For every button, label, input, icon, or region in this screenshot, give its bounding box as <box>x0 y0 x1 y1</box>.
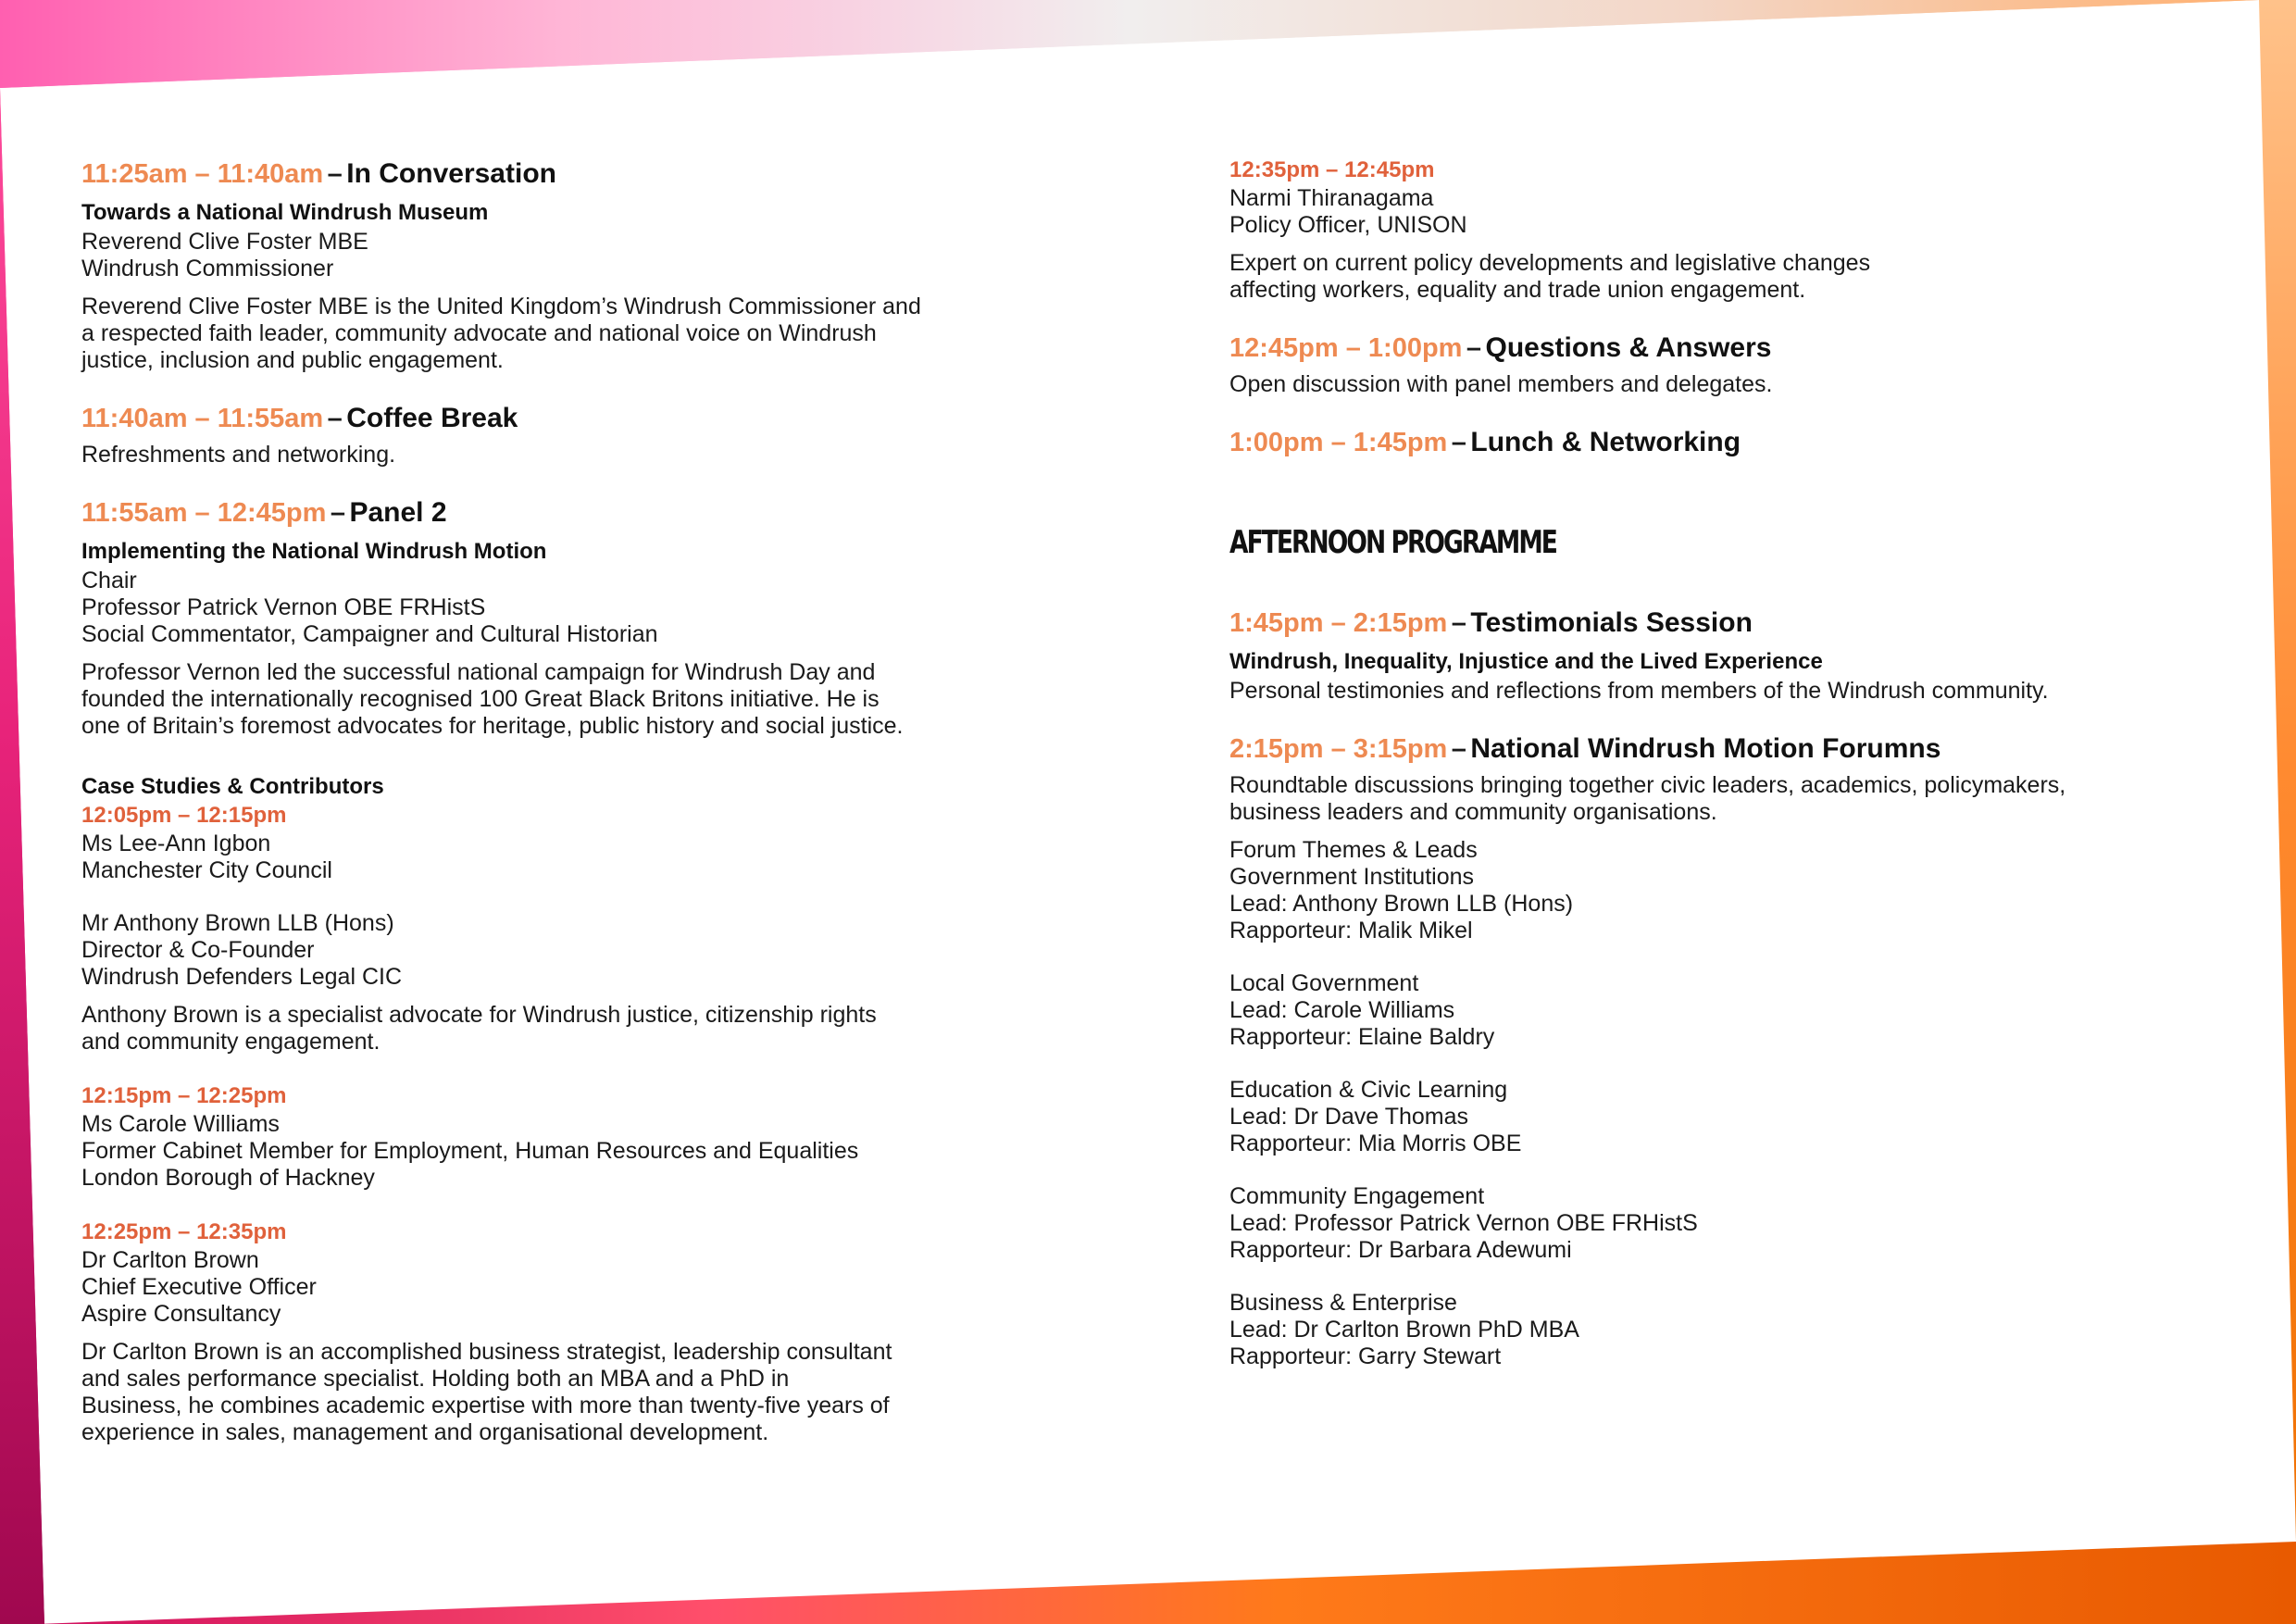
contributor-name: Ms Lee-Ann Igbon <box>81 831 271 856</box>
session-coffee-break <box>81 400 942 468</box>
heading-separator: – <box>1451 428 1466 457</box>
session-title: Questions & Answers <box>1485 332 1772 363</box>
forum-rapporteur: Rapporteur: Dr Barbara Adewumi <box>1229 1237 1572 1263</box>
session-time: 2:15pm – 3:15pm <box>1229 734 1448 764</box>
right-column <box>1229 156 2155 1370</box>
session-time: 11:25am – 11:40am <box>81 159 324 189</box>
speaker-role: Windrush Commissioner <box>81 256 334 281</box>
session-time: 1:00pm – 1:45pm <box>1229 428 1448 457</box>
contributor-org: Windrush Defenders Legal CIC <box>81 964 402 990</box>
contributor-org: Manchester City Council <box>81 857 332 883</box>
session-forums <box>1229 731 2155 1370</box>
slot-time: 12:25pm – 12:35pm <box>81 1219 287 1244</box>
session-subtitle: Towards a National Windrush Museum <box>81 200 489 225</box>
chair-bio-line: founded the internationally recognised 100 Great Black Britons initiative. He is <box>81 686 880 712</box>
contributor-org: London Borough of Hackney <box>81 1165 375 1191</box>
forum-theme-title: Education & Civic Learning <box>1229 1077 1508 1103</box>
contributor-org: Aspire Consultancy <box>81 1301 281 1327</box>
session-subtitle: Implementing the National Windrush Motion <box>81 539 547 564</box>
forum-lead: Lead: Professor Patrick Vernon OBE FRHistS <box>1229 1210 1698 1236</box>
speaker-bio-line: justice, inclusion and public engagement. <box>81 347 504 373</box>
session-description-line: business leaders and community organisations. <box>1229 799 1717 825</box>
forum-lead: Lead: Dr Dave Thomas <box>1229 1104 1468 1130</box>
slot-time: 12:15pm – 12:25pm <box>81 1083 287 1108</box>
speaker-name: Reverend Clive Foster MBE <box>81 229 368 255</box>
session-panel-2 <box>81 494 942 740</box>
session-subtitle: Windrush, Inequality, Injustice and the Lived Experience <box>1229 649 1823 674</box>
forum-theme-title: Community Engagement <box>1229 1183 1485 1209</box>
speaker-bio-line: Reverend Clive Foster MBE is the United Kingdom’s Windrush Commissioner and <box>81 294 921 319</box>
session-description: Refreshments and networking. <box>81 442 396 468</box>
heading-separator: – <box>1451 734 1466 764</box>
session-title: Testimonials Session <box>1470 607 1753 638</box>
heading-separator: – <box>1451 608 1466 638</box>
forum-theme <box>1229 970 2155 1051</box>
session-description-line: Roundtable discussions bringing together civic leaders, academics, policymakers, <box>1229 772 2066 798</box>
session-heading <box>1229 731 2155 772</box>
heading-separator: – <box>1466 333 1482 363</box>
forum-lead: Lead: Anthony Brown LLB (Hons) <box>1229 891 1574 917</box>
session-in-conversation <box>81 156 942 374</box>
session-heading <box>81 494 942 536</box>
session-time: 11:55am – 12:45pm <box>81 498 327 528</box>
case-studies <box>81 773 942 1446</box>
session-heading <box>81 400 942 442</box>
session-heading <box>1229 424 2155 466</box>
heading-separator: – <box>327 404 343 433</box>
chair-label: Chair <box>81 568 137 593</box>
contributor-bio-line: Dr Carlton Brown is an accomplished business strategist, leadership consultant <box>81 1339 892 1365</box>
slot-unison <box>1229 156 2155 304</box>
session-heading <box>1229 605 2155 646</box>
heading-separator: – <box>327 159 343 189</box>
contributor-name: Mr Anthony Brown LLB (Hons) <box>81 910 394 936</box>
contributor-name: Ms Carole Williams <box>81 1111 280 1137</box>
contributor-role: Former Cabinet Member for Employment, Human Resources and Equalities <box>81 1138 859 1164</box>
session-lunch <box>1229 424 2155 466</box>
slot-time: 12:05pm – 12:15pm <box>81 803 287 828</box>
forum-lead: Lead: Dr Carlton Brown PhD MBA <box>1229 1317 1579 1343</box>
session-title: Coffee Break <box>346 403 518 433</box>
session-title: In Conversation <box>346 158 556 189</box>
chair-bio-line: one of Britain’s foremost advocates for heritage, public history and social justice. <box>81 713 904 739</box>
forum-theme-title: Government Institutions <box>1229 864 1475 890</box>
forum-lead: Lead: Carole Williams <box>1229 997 1455 1023</box>
forum-theme <box>1229 1077 2155 1157</box>
forum-rapporteur: Rapporteur: Malik Mikel <box>1229 918 1473 943</box>
forum-theme-title: Local Government <box>1229 970 1419 996</box>
session-description: Personal testimonies and reflections from members of the Windrush community. <box>1229 678 2049 704</box>
contributor-bio-line: affecting workers, equality and trade union engagement. <box>1229 277 1806 303</box>
contributor-bio-line: and community engagement. <box>81 1029 381 1055</box>
chair-bio-line: Professor Vernon led the successful national campaign for Windrush Day and <box>81 659 876 685</box>
heading-separator: – <box>330 498 345 528</box>
session-time: 12:45pm – 1:00pm <box>1229 333 1463 363</box>
speaker-bio-line: a respected faith leader, community advocate and national voice on Windrush <box>81 320 877 346</box>
session-description: Open discussion with panel members and delegates. <box>1229 371 1773 397</box>
contributor-bio-line: Anthony Brown is a specialist advocate for Windrush justice, citizenship rights <box>81 1002 877 1028</box>
session-heading <box>81 156 942 197</box>
session-heading <box>1229 330 2155 371</box>
session-title: Panel 2 <box>349 497 447 528</box>
contributor-bio-line: Expert on current policy developments and legislative changes <box>1229 250 1871 276</box>
contributor-role: Director & Co-Founder <box>81 937 315 963</box>
forum-rapporteur: Rapporteur: Mia Morris OBE <box>1229 1131 1522 1156</box>
contributor-name: Narmi Thiranagama <box>1229 185 1434 211</box>
slot-time: 12:35pm – 12:45pm <box>1229 157 1435 182</box>
session-testimonials <box>1229 605 2155 705</box>
forum-rapporteur: Rapporteur: Elaine Baldry <box>1229 1024 1495 1050</box>
session-time: 11:40am – 11:55am <box>81 404 324 433</box>
session-time: 1:45pm – 2:15pm <box>1229 608 1448 638</box>
contributor-bio-line: and sales performance specialist. Holding both an MBA and a PhD in <box>81 1366 790 1392</box>
forum-intro-line: Forum Themes & Leads <box>1229 837 1478 863</box>
contributor-bio-line: Business, he combines academic expertise with more than twenty-five years of <box>81 1393 890 1418</box>
session-title: Lunch & Networking <box>1470 427 1741 457</box>
session-title: National Windrush Motion Forumns <box>1470 733 1941 764</box>
contributor-name: Dr Carlton Brown <box>81 1247 259 1273</box>
chair-role: Social Commentator, Campaigner and Cultural Historian <box>81 621 658 647</box>
session-questions-answers <box>1229 330 2155 398</box>
contributor-role: Policy Officer, UNISON <box>1229 212 1467 238</box>
forum-theme <box>1229 1290 2155 1370</box>
contributor-bio-line: experience in sales, management and organisational development. <box>81 1419 769 1445</box>
forum-rapporteur: Rapporteur: Garry Stewart <box>1229 1343 1502 1369</box>
afternoon-programme-heading: AFTERNOON PROGRAMME <box>1229 524 1556 561</box>
contributor-role: Chief Executive Officer <box>81 1274 317 1300</box>
forum-theme-title: Business & Enterprise <box>1229 1290 1457 1316</box>
forum-theme <box>1229 1183 2155 1264</box>
chair-name: Professor Patrick Vernon OBE FRHistS <box>81 594 486 620</box>
case-studies-heading: Case Studies & Contributors <box>81 774 384 799</box>
left-column <box>81 156 942 1446</box>
